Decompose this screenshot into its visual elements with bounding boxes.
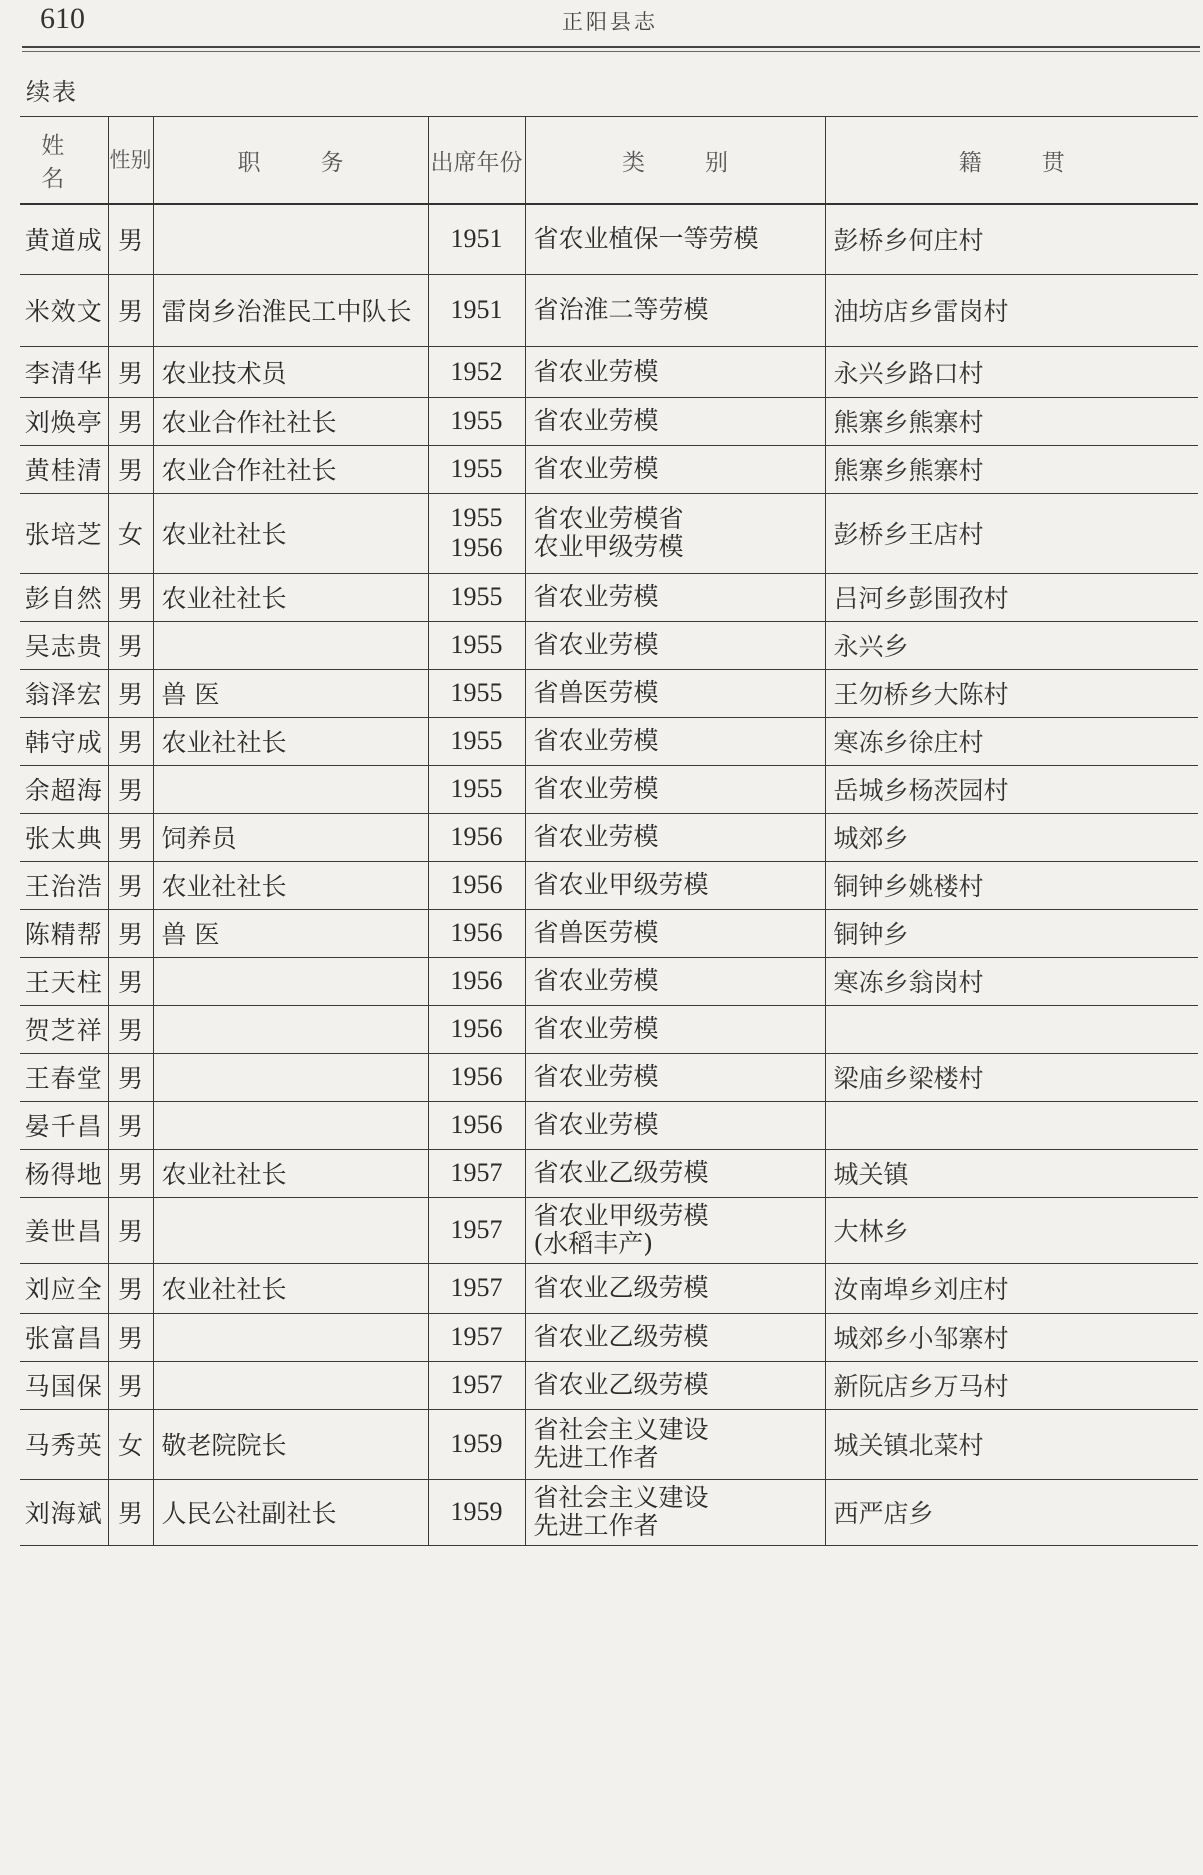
category-cell: 省农业劳模 [525,1005,825,1053]
category-cell: 省农业劳模 [525,717,825,765]
table-row [20,493,1198,573]
origin-cell: 铜钟乡 [825,909,1198,957]
continued-table-label: 续表 [26,78,78,106]
category-cell: 省农业乙级劳模 [525,1361,825,1409]
origin-cell: 新阮店乡万马村 [825,1361,1198,1409]
year-cell: 1956 [428,1053,525,1101]
year-cell: 1956 [428,1101,525,1149]
table-row [20,957,1198,1005]
year-cell: 1955 [428,765,525,813]
gender-cell: 男 [108,1005,153,1053]
origin-cell [825,1101,1198,1149]
table-row [20,669,1198,717]
name-cell: 刘海斌 [20,1479,108,1545]
category-cell: 省农业乙级劳模 [525,1149,825,1197]
name-cell: 张富昌 [20,1313,108,1361]
gender-cell: 男 [108,669,153,717]
table-header-row [20,117,1198,205]
name-cell: 杨得地 [20,1149,108,1197]
year-cell: 1955 [428,669,525,717]
name-cell: 李清华 [20,346,108,397]
origin-cell: 铜钟乡姚楼村 [825,861,1198,909]
origin-cell: 城关镇北菜村 [825,1409,1198,1479]
header-rule [22,46,1200,48]
gender-cell: 男 [108,813,153,861]
origin-cell: 城郊乡小邹寨村 [825,1313,1198,1361]
gender-cell: 男 [108,397,153,445]
gender-cell: 男 [108,909,153,957]
origin-cell: 寒冻乡翁岗村 [825,957,1198,1005]
origin-cell: 汝南埠乡刘庄村 [825,1263,1198,1313]
name-cell: 王天柱 [20,957,108,1005]
honors-table-container [20,116,1198,1546]
name-cell: 米效文 [20,274,108,346]
gender-cell: 男 [108,1197,153,1263]
category-cell: 省农业劳模 [525,1053,825,1101]
table-row [20,346,1198,397]
origin-cell: 大林乡 [825,1197,1198,1263]
category-cell: 省农业甲级劳模 (水稻丰产) [525,1197,825,1263]
category-cell: 省农业劳模 [525,621,825,669]
category-cell: 省农业乙级劳模 [525,1313,825,1361]
duty-cell: 农业社社长 [153,1263,428,1313]
table-row [20,445,1198,493]
gender-cell: 男 [108,274,153,346]
year-cell: 1956 [428,1005,525,1053]
running-header-title: 正阳县志 [562,10,658,34]
honors-table [20,116,1198,1546]
duty-cell: 兽 医 [153,669,428,717]
duty-cell: 农业社社长 [153,1149,428,1197]
gender-cell: 男 [108,1053,153,1101]
name-cell: 黄道成 [20,204,108,274]
column-header-duty: 职务 [153,117,428,205]
origin-cell [825,1005,1198,1053]
gender-cell: 男 [108,573,153,621]
duty-cell [153,1361,428,1409]
duty-cell: 兽 医 [153,909,428,957]
column-header-year: 出席年份 [428,117,525,205]
category-cell: 省农业劳模 [525,346,825,397]
column-header-origin: 籍贯 [825,117,1198,205]
year-cell: 1952 [428,346,525,397]
category-cell: 省农业劳模 [525,573,825,621]
name-cell: 吴志贵 [20,621,108,669]
duty-cell: 敬老院院长 [153,1409,428,1479]
category-cell: 省社会主义建设 先进工作者 [525,1479,825,1545]
table-row [20,1479,1198,1545]
year-cell: 1955 [428,397,525,445]
name-cell: 翁泽宏 [20,669,108,717]
duty-cell [153,1053,428,1101]
year-cell: 1957 [428,1263,525,1313]
gender-cell: 男 [108,1479,153,1545]
name-cell: 陈精帮 [20,909,108,957]
name-cell: 余超海 [20,765,108,813]
year-cell: 1957 [428,1197,525,1263]
origin-cell: 城郊乡 [825,813,1198,861]
gender-cell: 男 [108,861,153,909]
year-cell: 1956 [428,909,525,957]
duty-cell: 农业社社长 [153,493,428,573]
duty-cell [153,1101,428,1149]
origin-cell: 梁庙乡梁楼村 [825,1053,1198,1101]
name-cell: 刘应全 [20,1263,108,1313]
year-cell: 1951 [428,274,525,346]
name-cell: 王治浩 [20,861,108,909]
category-cell: 省兽医劳模 [525,909,825,957]
duty-cell: 农业技术员 [153,346,428,397]
page-number: 610 [40,2,85,35]
origin-cell: 油坊店乡雷岗村 [825,274,1198,346]
table-row [20,861,1198,909]
gender-cell: 男 [108,445,153,493]
table-body [20,204,1198,1545]
year-cell: 1955 1956 [428,493,525,573]
gender-cell: 女 [108,1409,153,1479]
year-cell: 1959 [428,1409,525,1479]
gender-cell: 男 [108,1263,153,1313]
year-cell: 1951 [428,204,525,274]
year-cell: 1957 [428,1149,525,1197]
table-row [20,813,1198,861]
name-cell: 姜世昌 [20,1197,108,1263]
gender-cell: 女 [108,493,153,573]
duty-cell [153,1197,428,1263]
table-row [20,1149,1198,1197]
table-row [20,1263,1198,1313]
origin-cell: 岳城乡杨茨园村 [825,765,1198,813]
gender-cell: 男 [108,1149,153,1197]
table-row [20,573,1198,621]
category-cell: 省农业甲级劳模 [525,861,825,909]
name-cell: 马秀英 [20,1409,108,1479]
origin-cell: 吕河乡彭围孜村 [825,573,1198,621]
year-cell: 1956 [428,813,525,861]
year-cell: 1956 [428,957,525,1005]
duty-cell [153,1005,428,1053]
name-cell: 张培芝 [20,493,108,573]
gender-cell: 男 [108,1313,153,1361]
name-cell: 晏千昌 [20,1101,108,1149]
gender-cell: 男 [108,621,153,669]
table-row [20,274,1198,346]
origin-cell: 熊寨乡熊寨村 [825,445,1198,493]
year-cell: 1956 [428,861,525,909]
table-row [20,765,1198,813]
name-cell: 韩守成 [20,717,108,765]
duty-cell: 雷岗乡治淮民工中队长 [153,274,428,346]
category-cell: 省农业劳模 [525,397,825,445]
duty-cell: 农业社社长 [153,861,428,909]
gender-cell: 男 [108,346,153,397]
name-cell: 刘焕亭 [20,397,108,445]
category-cell: 省农业劳模 [525,957,825,1005]
category-cell: 省社会主义建设 先进工作者 [525,1409,825,1479]
duty-cell [153,765,428,813]
year-cell: 1955 [428,445,525,493]
year-cell: 1955 [428,573,525,621]
duty-cell: 农业社社长 [153,717,428,765]
duty-cell [153,621,428,669]
duty-cell [153,957,428,1005]
duty-cell: 农业合作社社长 [153,397,428,445]
table-row [20,1053,1198,1101]
gender-cell: 男 [108,1361,153,1409]
gender-cell: 男 [108,957,153,1005]
category-cell: 省农业乙级劳模 [525,1263,825,1313]
name-cell: 彭自然 [20,573,108,621]
duty-cell [153,204,428,274]
table-row [20,204,1198,274]
column-header-name: 姓名 [20,117,108,205]
duty-cell: 饲养员 [153,813,428,861]
origin-cell: 彭桥乡何庄村 [825,204,1198,274]
table-row [20,1005,1198,1053]
table-row [20,717,1198,765]
year-cell: 1955 [428,717,525,765]
category-cell: 省农业劳模 [525,765,825,813]
category-cell: 省治淮二等劳模 [525,274,825,346]
origin-cell: 永兴乡路口村 [825,346,1198,397]
name-cell: 张太典 [20,813,108,861]
duty-cell [153,1313,428,1361]
category-cell: 省农业劳模 [525,813,825,861]
origin-cell: 寒冻乡徐庄村 [825,717,1198,765]
gender-cell: 男 [108,717,153,765]
category-cell: 省农业劳模 [525,445,825,493]
duty-cell: 农业合作社社长 [153,445,428,493]
table-row [20,1361,1198,1409]
year-cell: 1955 [428,621,525,669]
origin-cell: 西严店乡 [825,1479,1198,1545]
column-header-category: 类别 [525,117,825,205]
category-cell: 省兽医劳模 [525,669,825,717]
table-row [20,397,1198,445]
name-cell: 黄桂清 [20,445,108,493]
header-rule-thin [22,51,1200,52]
table-row [20,1197,1198,1263]
origin-cell: 熊寨乡熊寨村 [825,397,1198,445]
origin-cell: 王勿桥乡大陈村 [825,669,1198,717]
category-cell: 省农业劳模 [525,1101,825,1149]
duty-cell: 人民公社副社长 [153,1479,428,1545]
name-cell: 王春堂 [20,1053,108,1101]
category-cell: 省农业劳模省 农业甲级劳模 [525,493,825,573]
origin-cell: 城关镇 [825,1149,1198,1197]
table-row [20,1101,1198,1149]
gender-cell: 男 [108,1101,153,1149]
name-cell: 贺芝祥 [20,1005,108,1053]
table-row [20,1313,1198,1361]
year-cell: 1957 [428,1361,525,1409]
table-row [20,909,1198,957]
column-header-gender: 性别 [108,117,153,205]
year-cell: 1959 [428,1479,525,1545]
gender-cell: 男 [108,204,153,274]
category-cell: 省农业植保一等劳模 [525,204,825,274]
origin-cell: 彭桥乡王店村 [825,493,1198,573]
year-cell: 1957 [428,1313,525,1361]
table-row [20,1409,1198,1479]
name-cell: 马国保 [20,1361,108,1409]
gender-cell: 男 [108,765,153,813]
duty-cell: 农业社社长 [153,573,428,621]
table-row [20,621,1198,669]
origin-cell: 永兴乡 [825,621,1198,669]
